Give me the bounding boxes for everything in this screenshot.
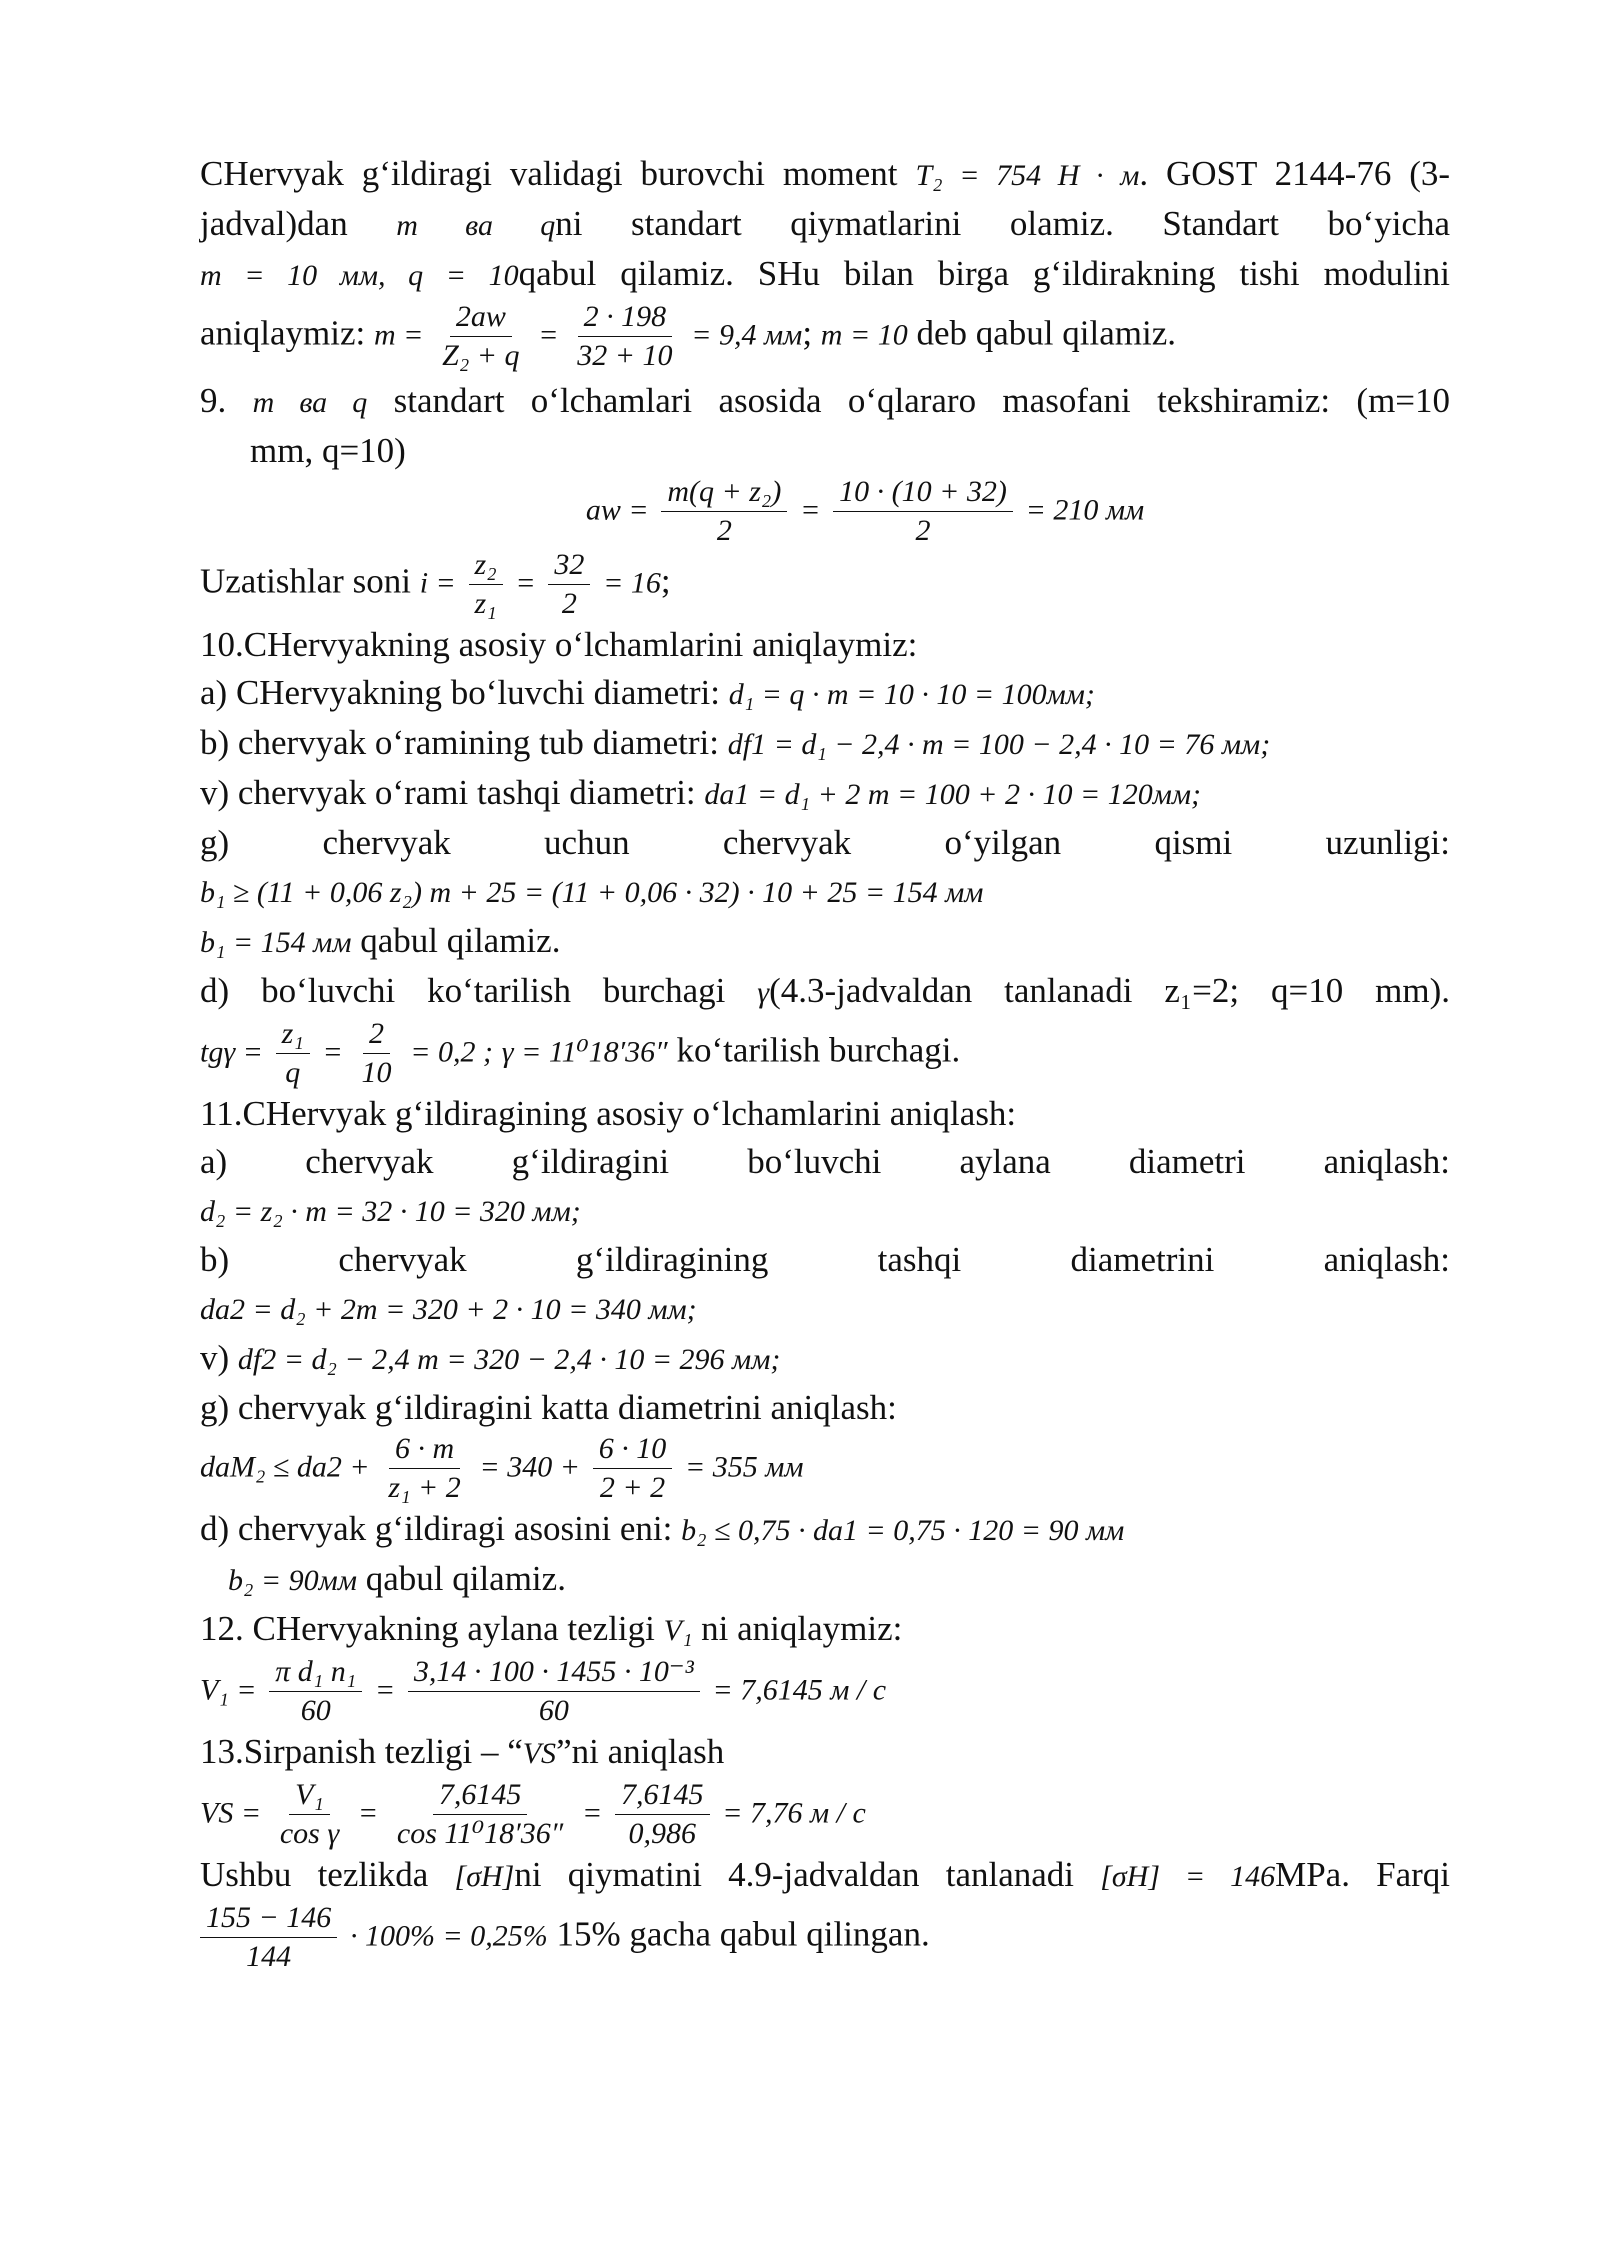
formula-m-q: m ва q — [252, 386, 368, 419]
numerator: 3,14 · 100 · 1455 · 10⁻³ — [408, 1655, 700, 1692]
result: = 7,76 м / с — [722, 1796, 866, 1830]
result: = 355 мм — [685, 1450, 804, 1484]
equals: = — [374, 1673, 396, 1707]
numerator: 6 · m — [389, 1432, 460, 1469]
lhs: i = — [419, 566, 456, 600]
section-10-heading: 10.CHervyakning asosiy o‘lchamlarini aniqlaymiz: — [200, 625, 918, 664]
result: = 7,6145 м / с — [712, 1673, 887, 1707]
equals: = — [515, 566, 536, 600]
paragraph-torque — [200, 150, 1450, 200]
numerator: 10 · (10 + 32) — [833, 475, 1013, 512]
denominator: 2 — [915, 514, 931, 547]
formula-V1 — [200, 1655, 1450, 1728]
formula: da2 = d₂ + 2m = 320 + 2 · 10 = 340 мм; — [200, 1293, 697, 1326]
fraction — [469, 548, 503, 621]
lhs: tgγ = — [200, 1035, 263, 1069]
denominator: 60 — [538, 1694, 569, 1727]
result: · 100% = 0,25% — [350, 1919, 548, 1953]
item-g2: g) chervyak g‘ildiragini katta diametrini aniqlash: — [200, 1388, 897, 1427]
item-v2 — [200, 1334, 1450, 1384]
fraction — [615, 1778, 710, 1851]
section-9 — [200, 377, 1450, 427]
result: = 9,4 мм — [691, 318, 803, 352]
text: a) CHervyakning bo‘luvchi diametri: — [200, 673, 720, 712]
numerator: 6 · 10 — [593, 1432, 673, 1469]
gamma-value: γ = 11⁰18′36″ — [501, 1035, 668, 1069]
section-13-heading — [200, 1728, 1450, 1778]
fraction — [200, 1901, 337, 1974]
lhs: VS = — [200, 1796, 262, 1830]
formula-m-q-values: m = 10 мм, q = 10 — [200, 259, 519, 292]
formula-torque: T₂ = 754 Н · м — [915, 159, 1140, 192]
formula-d2 — [200, 1186, 1450, 1236]
denominator: z₁ + 2 — [388, 1471, 461, 1504]
text: ni aniqlaymiz: — [701, 1609, 903, 1648]
text: ko‘tarilish burchagi. — [676, 1030, 961, 1070]
result: = 210 мм — [1025, 493, 1145, 527]
denominator: z₁ — [474, 587, 497, 620]
item-b — [200, 719, 1450, 769]
label: v) — [200, 1338, 230, 1377]
text: jadval)dan — [200, 204, 348, 243]
formula: [σH] = 146 — [1100, 1860, 1276, 1893]
text: b) chervyak o‘ramining tub diametri: — [200, 723, 720, 762]
equals: = — [800, 493, 821, 527]
item-a — [200, 669, 1450, 719]
item-a2: a) chervyak g‘ildiragini bo‘luvchi aylana diametri aniqlash: — [200, 1142, 1450, 1181]
numerator: m(q + z₂) — [661, 475, 787, 512]
numerator: 32 — [548, 548, 590, 585]
paragraph-module: aniqlaymiz: m = $\frac{2aw}{\text{Z₂ + q}}$ = $\frac{2 \cdot 198}{32 + 10}$ = 9,4 мм; m = 10 deb qabul qilamiz. — [200, 300, 1176, 372]
text: qabul qilamiz. — [360, 921, 561, 960]
formula-Vs — [200, 1778, 1450, 1851]
denominator: 32 + 10 — [577, 339, 673, 372]
equals: = — [357, 1796, 379, 1830]
numerator: π d₁ n₁ — [269, 1655, 362, 1692]
equals: = — [582, 1796, 603, 1830]
formula: b₁ ≥ (11 + 0,06 z₂) m + 25 = (11 + 0,06 · 32) · 10 + 25 = 154 мм — [200, 876, 984, 909]
text: ni standart qiymatlarini olamiz. Standart bo‘yicha — [555, 204, 1450, 243]
text: aniqlaymiz: — [200, 313, 366, 353]
text: qabul qilamiz. — [365, 1559, 566, 1598]
denominator: 2 — [716, 514, 732, 547]
formula: da1 = d₁ + 2 m = 100 + 2 · 10 = 120мм; — [704, 778, 1202, 811]
denominator: cos 11⁰18′36″ — [396, 1817, 564, 1850]
text: ”ni aniqlash — [556, 1732, 725, 1771]
b2-accept — [200, 1555, 1450, 1605]
fraction — [593, 1432, 673, 1505]
formula-daM2 — [200, 1432, 1450, 1505]
denominator: 144 — [246, 1940, 292, 1973]
document-page — [200, 150, 1450, 1974]
fraction — [276, 1017, 310, 1090]
text: v) chervyak o‘rami tashqi diametri: — [200, 773, 696, 812]
fraction — [548, 548, 590, 621]
numerator: z₁ — [276, 1017, 310, 1054]
fraction — [436, 300, 525, 373]
text: qabul qilamiz. SHu bilan birga g‘ildirakning tishi modulini — [518, 254, 1450, 293]
text: 12. CHervyakning aylana tezligi — [200, 1609, 655, 1648]
numerator: 155 − 146 — [200, 1901, 337, 1938]
text: deb qabul qilamiz. — [916, 313, 1176, 353]
formula: b₁ = 154 мм — [200, 926, 352, 959]
fraction — [391, 1778, 569, 1851]
numerator: 2aw — [450, 300, 512, 337]
numerator: 2 · 198 — [578, 300, 673, 337]
item-g: g) chervyak uchun chervyak o‘yilgan qismi uzunligi: — [200, 823, 1450, 862]
numerator: V₁ — [289, 1778, 330, 1815]
text: mm, q=10) — [250, 431, 406, 470]
fraction — [382, 1432, 466, 1505]
formula-m-q: m ва q — [396, 209, 556, 242]
item-d2 — [200, 1505, 1450, 1555]
text: standart o‘lchamlari asosida o‘qlararo masofani tekshiramiz: (m=10 — [393, 381, 1451, 420]
section-11-heading: 11.CHervyak g‘ildiragining asosiy o‘lchamlarini aniqlash: — [200, 1094, 1017, 1133]
paragraph-difference — [200, 1901, 1450, 1974]
fraction — [833, 475, 1013, 548]
paragraph-line2 — [200, 200, 1450, 250]
text: Ushbu tezlikda — [200, 1855, 429, 1894]
result: = 0,2 ; — [410, 1035, 493, 1069]
item-b2: b) chervyak g‘ildiragining tashqi diametrini aniqlash: — [200, 1240, 1450, 1279]
text: MPa. Farqi — [1275, 1855, 1451, 1894]
middle: = 340 + — [479, 1450, 580, 1484]
denominator: cos γ — [279, 1817, 340, 1850]
denominator: 2 — [561, 587, 577, 620]
formula: b₂ = 90мм — [228, 1564, 357, 1597]
paragraph-sigma — [200, 1851, 1450, 1901]
lhs: aw = — [585, 493, 649, 527]
formula-b1 — [200, 867, 1450, 917]
lhs: daM₂ ≤ da2 + — [200, 1450, 370, 1484]
text: d) chervyak g‘ildiragi asosini eni: — [200, 1509, 673, 1548]
formula: df2 = d₂ − 2,4 m = 320 − 2,4 · 10 = 296 мм; — [237, 1343, 781, 1376]
b1-accept — [200, 917, 1450, 967]
numerator: 7,6145 — [433, 1778, 528, 1815]
formula-da2 — [200, 1284, 1450, 1334]
denominator: 0,986 — [628, 1817, 696, 1850]
fraction — [269, 1655, 362, 1728]
denominator: 2 + 2 — [599, 1471, 666, 1504]
paragraph-ratio: Uzatishlar soni i = $\frac{\text{z₂}}{\text{z₁}}$ = $\frac{32}{2}$ = 16; — [200, 548, 671, 620]
formula: m = — [373, 318, 424, 352]
lhs: V₁ = — [200, 1673, 257, 1707]
formula: d₂ = z₂ · m = 32 · 10 = 320 мм; — [200, 1195, 581, 1228]
denominator: 10 — [361, 1056, 392, 1089]
result: = 16 — [603, 566, 661, 600]
formula: [σH] — [454, 1860, 515, 1893]
denominator: 60 — [300, 1694, 331, 1727]
formula: m = 10 — [820, 318, 908, 352]
text: 15% gacha qabul qilingan. — [556, 1914, 930, 1954]
text: 13.Sirpanish tezligi – “ — [200, 1732, 523, 1771]
equals: = — [538, 318, 559, 352]
formula-aw — [200, 475, 1450, 548]
text: ni qiymatini 4.9-jadvaldan tanlanadi — [514, 1855, 1074, 1894]
equals: = — [322, 1035, 343, 1069]
formula: df1 = d₁ − 2,4 · m = 100 − 2,4 · 10 = 76 мм; — [727, 728, 1271, 761]
paragraph-line3 — [200, 250, 1450, 300]
fraction — [408, 1655, 700, 1728]
text: (4.3-jadvaldan tanlanadi z₁=2; q=10 mm). — [769, 971, 1450, 1010]
numerator: 2 — [363, 1017, 390, 1054]
numerator: z₂ — [469, 548, 503, 585]
formula: γ — [757, 976, 770, 1009]
formula-tg-gamma — [200, 1017, 1450, 1090]
numerator: 7,6145 — [615, 1778, 710, 1815]
formula: VS — [522, 1737, 557, 1770]
text: d) bo‘luvchi ko‘tarilish burchagi — [200, 971, 726, 1010]
item-v — [200, 769, 1450, 819]
section-12-heading — [200, 1605, 1450, 1655]
denominator: Z₂ + q — [442, 339, 520, 372]
fraction — [571, 300, 678, 373]
formula: d₁ = q · m = 10 · 10 = 100мм; — [728, 678, 1095, 711]
fraction — [274, 1778, 345, 1851]
denominator: q — [285, 1056, 301, 1089]
fraction — [356, 1017, 398, 1090]
text: CHervyak g‘ildiragi validagi burovchi moment — [200, 154, 898, 193]
section-9-cont — [200, 427, 1450, 475]
text: 9. — [200, 381, 227, 420]
fraction — [661, 475, 787, 548]
text: Uzatishlar soni — [200, 561, 411, 601]
item-d — [200, 967, 1450, 1017]
formula: V₁ — [663, 1614, 693, 1647]
text: . GOST 2144-76 (3- — [1139, 154, 1451, 193]
formula: b₂ ≤ 0,75 · da1 = 0,75 · 120 = 90 мм — [681, 1514, 1125, 1547]
